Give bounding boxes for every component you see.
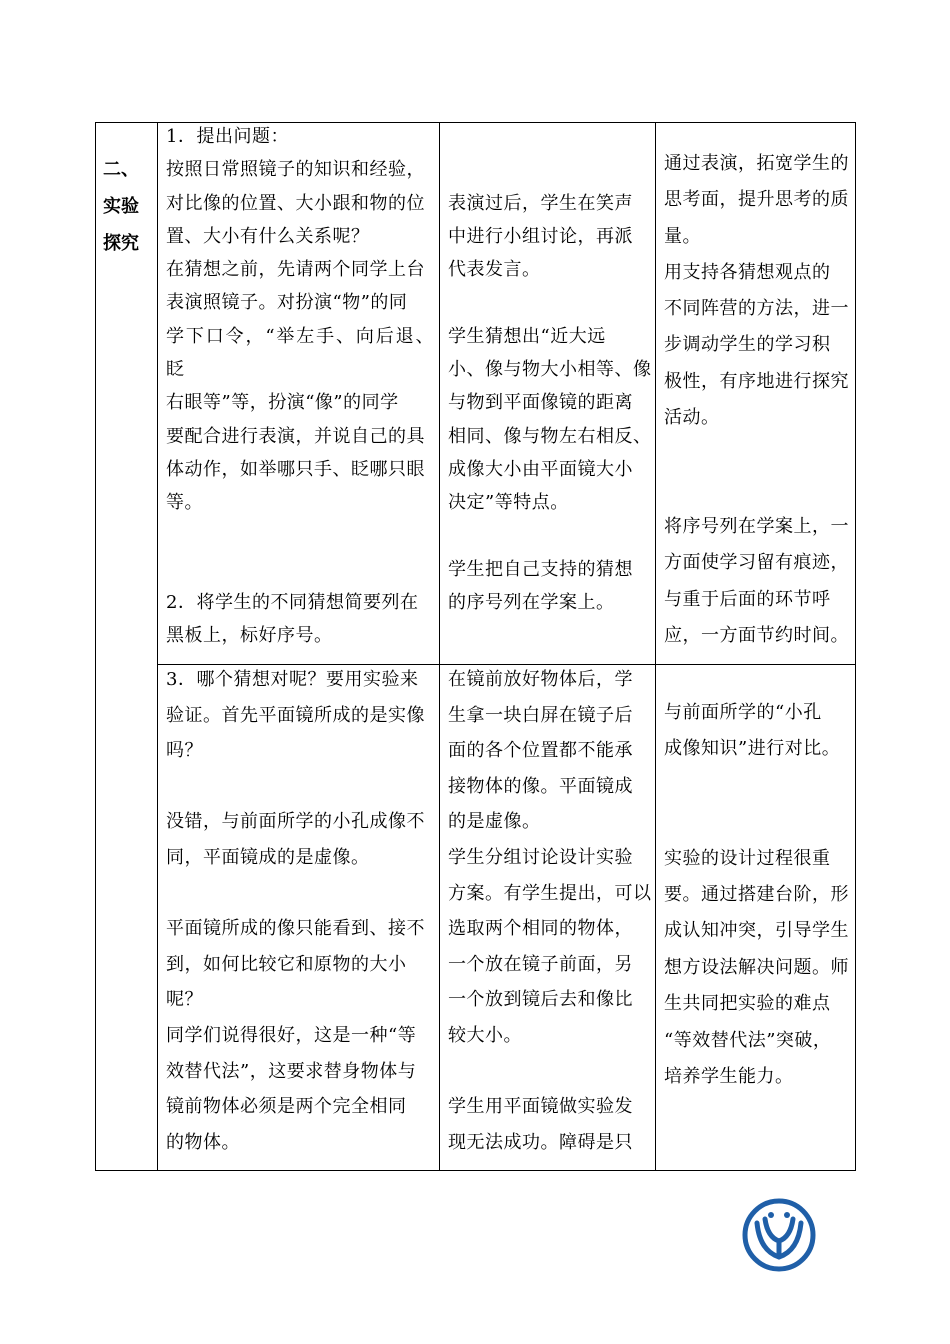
text-line: 用支持各猜想观点的 (664, 261, 831, 283)
text-line: 表演过后，学生在笑声 (448, 192, 633, 214)
section-label (103, 151, 151, 262)
text-line: 相同、像与物左右相反、 (448, 425, 652, 447)
blank-line (664, 473, 852, 509)
text-line: 成像大小由平面镜大小 (448, 458, 633, 480)
text-line: 要。通过搭建台阶，形 (664, 884, 849, 905)
row1-teacher-activity (166, 120, 434, 653)
table-divider-3 (655, 122, 656, 1171)
text-line: 的序号列在学案上。 (448, 592, 615, 614)
text-line: 代表发言。 (448, 259, 541, 281)
section-label-line: 探究 (103, 233, 139, 254)
text-line: 到，如何比较它和原物的大小 (166, 953, 407, 975)
text-line: 效替代法”，这要求替身物体与 (166, 1060, 417, 1082)
text-line: 置、大小有什么关系呢？ (166, 225, 370, 247)
text-line: 方案。有学生提出，可以 (448, 882, 652, 904)
blank-line (448, 1054, 652, 1090)
text-line: 与物到平面像镜的距离 (448, 392, 633, 414)
section-label-line: 二、 (103, 159, 139, 180)
text-line: 生拿一块白屏在镜子后 (448, 704, 633, 726)
text-line: 3．哪个猜想对呢？要用实验来 (166, 669, 419, 690)
text-line: 在猜想之前，先请两个同学上台 (166, 259, 425, 281)
text-line: 方面使学习留有痕迹， (664, 552, 849, 574)
text-line: 同，平面镜成的是虚像。 (166, 846, 370, 868)
row1-student-activity (448, 120, 652, 619)
text-line: 不同阵营的方法，进一 (664, 298, 849, 320)
text-line: 想方设法解决问题。师 (664, 956, 849, 978)
blank-line (664, 436, 852, 472)
text-line: 的是虚像。 (448, 811, 541, 833)
blank-line (166, 876, 434, 912)
text-line: 吗？ (166, 740, 203, 762)
blank-line (448, 120, 652, 153)
section-label-line: 实验 (103, 196, 139, 217)
text-line: 学生分组讨论设计实验 (448, 846, 633, 868)
text-line: 决定”等特点。 (448, 492, 569, 514)
text-line: 学生把自己支持的猜想 (448, 558, 633, 580)
text-line: 黑板上，标好序号。 (166, 625, 333, 647)
text-line: 步调动学生的学习积 (664, 334, 831, 356)
blank-line (166, 769, 434, 805)
text-line: 的物体。 (166, 1131, 240, 1153)
text-line: 在镜前放好物体后，学 (448, 669, 633, 690)
text-line: 学下口令，“举左手、向后退、眨 (166, 325, 434, 381)
text-line: 将序号列在学案上，一 (664, 515, 849, 537)
blank-line (448, 153, 652, 186)
table-border-left (95, 122, 96, 1171)
blank-line (448, 520, 652, 553)
text-line: 活动。 (664, 407, 720, 429)
text-line: 等。 (166, 492, 203, 514)
text-line: 生共同把实验的难点 (664, 993, 831, 1015)
text-line: 学生用平面镜做实验发 (448, 1096, 633, 1118)
blank-line (664, 768, 852, 804)
text-line: 与前面所学的“小孔 (664, 702, 822, 723)
text-line: 一个放在镜子前面，另 (448, 953, 633, 975)
text-line: 面的各个位置都不能承 (448, 740, 633, 762)
row1-design-intent (664, 146, 852, 654)
row2-design-intent (664, 695, 852, 1095)
blank-line (166, 553, 434, 586)
text-line: 没错，与前面所学的小孔成像不 (166, 811, 425, 833)
school-emblem-icon (741, 1197, 817, 1273)
blank-line (664, 804, 852, 840)
text-line: 镜前物体必须是两个完全相同 (166, 1096, 407, 1118)
text-line: 呢？ (166, 989, 203, 1011)
text-line: 一个放到镜后去和像比 (448, 989, 633, 1011)
row2-student-activity (448, 662, 652, 1160)
text-line: 较大小。 (448, 1024, 522, 1046)
text-line: 按照日常照镜子的知识和经验， (166, 159, 425, 181)
text-line: 培养学生能力。 (664, 1066, 794, 1088)
text-line: 中进行小组讨论，再派 (448, 225, 633, 247)
text-line: 表演照镜子。对扮演“物”的同 (166, 292, 408, 314)
text-line: 极性，有序地进行探究 (664, 370, 849, 392)
table-border-right (855, 122, 856, 1171)
text-line: 量。 (664, 225, 701, 247)
table-divider-1 (157, 122, 158, 1171)
text-line: 成像知识”进行对比。 (664, 738, 841, 760)
text-line: 实验的设计过程很重 (664, 847, 831, 869)
text-line: 要配合进行表演，并说自己的具 (166, 425, 425, 447)
text-line: 同学们说得很好，这是一种“等 (166, 1024, 417, 1046)
text-line: 选取两个相同的物体， (448, 918, 633, 940)
text-line: 验证。首先平面镜所成的是实像 (166, 704, 425, 726)
text-line: 小、像与物大小相等、像 (448, 359, 652, 381)
text-line: “等效替代法”突破， (664, 1029, 832, 1051)
text-line: 现无法成功。障碍是只 (448, 1131, 633, 1153)
blank-line (166, 520, 434, 553)
table-border-bottom (95, 1170, 856, 1171)
text-line: 平面镜所成的像只能看到、接不 (166, 918, 425, 940)
blank-line (448, 286, 652, 319)
text-line: 思考面，提升思考的质 (664, 189, 849, 211)
text-line: 学生猜想出“近大远 (448, 325, 606, 347)
text-line: 通过表演，拓宽学生的 (664, 153, 849, 174)
text-line: 应，一方面节约时间。 (664, 624, 849, 646)
text-line: 对比像的位置、大小跟和物的位 (166, 192, 425, 214)
text-line: 2．将学生的不同猜想简要列在 (166, 592, 419, 614)
text-line: 体动作，如举哪只手、眨哪只眼 (166, 458, 425, 480)
text-line: 成认知冲突，引导学生 (664, 920, 849, 942)
row2-teacher-activity (166, 662, 434, 1160)
table-divider-2 (439, 122, 440, 1171)
text-line: 1．提出问题： (166, 126, 289, 147)
text-line: 接物体的像。平面镜成 (448, 775, 633, 797)
text-line: 右眼等”等，扮演“像”的同学 (166, 392, 399, 414)
text-line: 与重于后面的环节呼 (664, 588, 831, 610)
